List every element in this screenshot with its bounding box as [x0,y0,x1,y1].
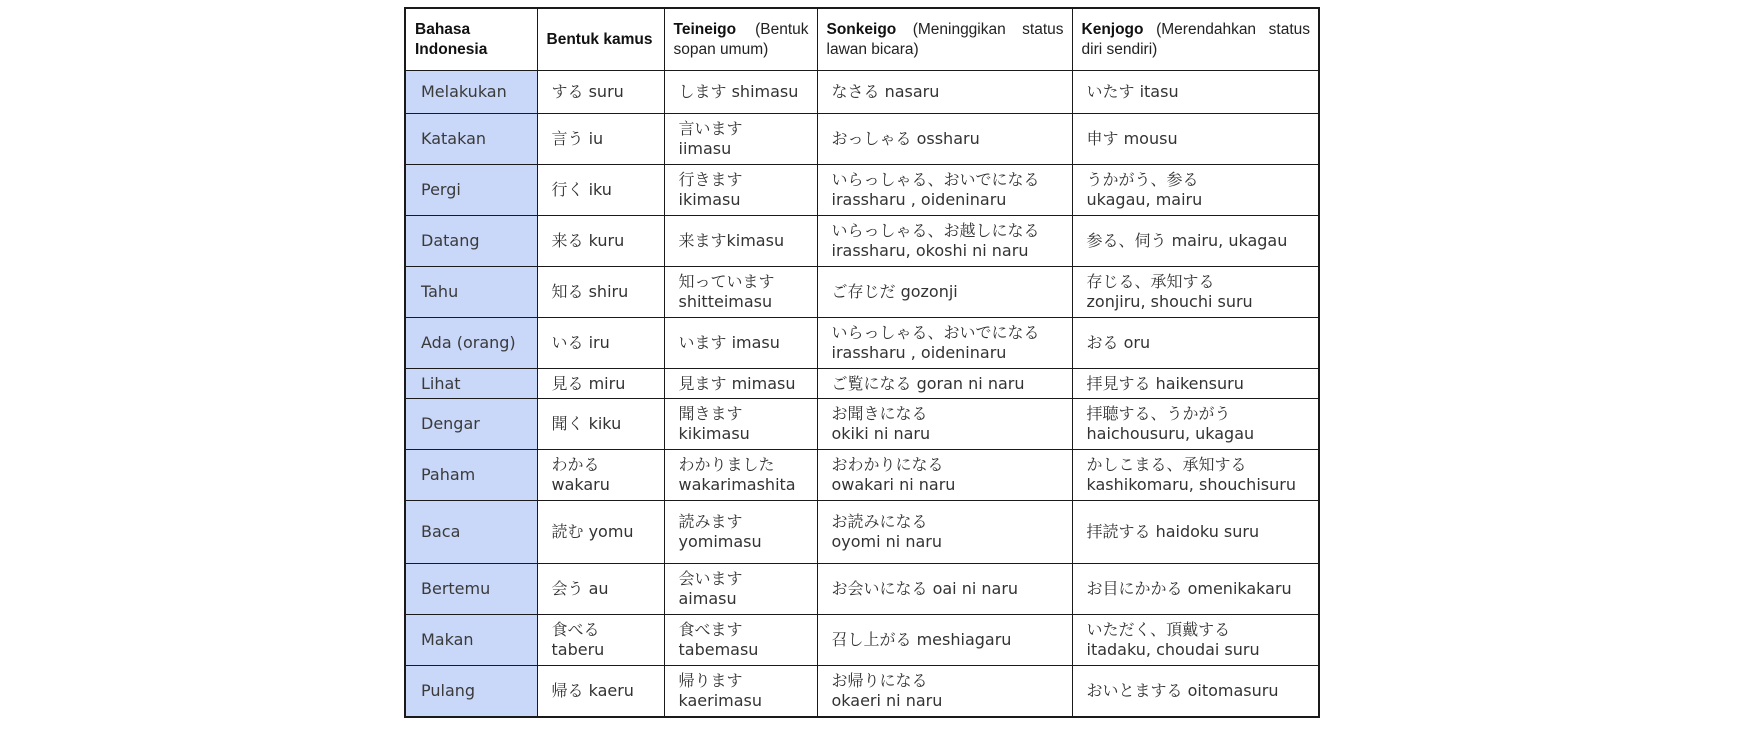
cell-bentuk-kamus: 食べる taberu [537,615,664,666]
cell-bahasa-indonesia: Dengar [405,399,537,450]
cell-sonkeigo: おっしゃる ossharu [817,114,1072,165]
table-row [405,267,1319,318]
cell-teineigo: わかりました wakarimashita [664,450,817,501]
cell-sonkeigo: いらっしゃる、おいでになる irassharu , oideninaru [817,165,1072,216]
cell-sonkeigo: お読みになる oyomi ni naru [817,501,1072,564]
cell-teineigo: 聞きます kikimasu [664,399,817,450]
cell-teineigo: 会います aimasu [664,564,817,615]
cell-bahasa-indonesia: Lihat [405,369,537,399]
keigo-table-container [404,7,1320,718]
cell-bahasa-indonesia: Makan [405,615,537,666]
cell-sonkeigo: いらっしゃる、おいでになる irassharu , oideninaru [817,318,1072,369]
cell-bahasa-indonesia: Baca [405,501,537,564]
cell-kenjogo: いたす itasu [1072,71,1319,114]
table-row [405,71,1319,114]
table-row [405,501,1319,564]
header-kenjogo: Kenjogo (Merendahkan status diri sendiri) [1072,8,1319,71]
table-row [405,399,1319,450]
table-row [405,615,1319,666]
cell-kenjogo: お目にかかる omenikakaru [1072,564,1319,615]
header-bentuk-kamus: Bentuk kamus [537,8,664,71]
cell-bentuk-kamus: 知る shiru [537,267,664,318]
cell-bentuk-kamus: 帰る kaeru [537,666,664,718]
table-body [405,71,1319,718]
cell-bahasa-indonesia: Pulang [405,666,537,718]
cell-bahasa-indonesia: Melakukan [405,71,537,114]
cell-kenjogo: 申す mousu [1072,114,1319,165]
cell-bahasa-indonesia: Pergi [405,165,537,216]
cell-bahasa-indonesia: Tahu [405,267,537,318]
table-row [405,450,1319,501]
cell-teineigo: 知っています shitteimasu [664,267,817,318]
table-row [405,318,1319,369]
cell-sonkeigo: お聞きになる okiki ni naru [817,399,1072,450]
cell-sonkeigo: お会いになる oai ni naru [817,564,1072,615]
table-row [405,564,1319,615]
cell-kenjogo: おいとまする oitomasuru [1072,666,1319,718]
cell-teineigo: 来ますkimasu [664,216,817,267]
cell-sonkeigo: ご存じだ gozonji [817,267,1072,318]
cell-teineigo: 食べます tabemasu [664,615,817,666]
header-teineigo: Teineigo (Bentuk sopan umum) [664,8,817,71]
cell-bahasa-indonesia: Paham [405,450,537,501]
keigo-table [404,7,1320,718]
cell-teineigo: います imasu [664,318,817,369]
cell-bentuk-kamus: する suru [537,71,664,114]
cell-bahasa-indonesia: Bertemu [405,564,537,615]
cell-bentuk-kamus: いる iru [537,318,664,369]
cell-bentuk-kamus: 会う au [537,564,664,615]
table-row [405,369,1319,399]
cell-sonkeigo: いらっしゃる、お越しになる irassharu, okoshi ni naru [817,216,1072,267]
cell-kenjogo: 参る、伺う mairu, ukagau [1072,216,1319,267]
table-row [405,216,1319,267]
cell-kenjogo: 拝聴する、うかがう haichousuru, ukagau [1072,399,1319,450]
cell-bentuk-kamus: 行く iku [537,165,664,216]
cell-sonkeigo: お帰りになる okaeri ni naru [817,666,1072,718]
cell-sonkeigo: 召し上がる meshiagaru [817,615,1072,666]
header-bahasa-indonesia: Bahasa Indonesia [405,8,537,71]
cell-kenjogo: 拝見する haikensuru [1072,369,1319,399]
cell-sonkeigo: おわかりになる owakari ni naru [817,450,1072,501]
cell-teineigo: 言います iimasu [664,114,817,165]
cell-teineigo: します shimasu [664,71,817,114]
cell-sonkeigo: ご覧になる goran ni naru [817,369,1072,399]
cell-kenjogo: おる oru [1072,318,1319,369]
table-row [405,114,1319,165]
cell-kenjogo: うかがう、参る ukagau, mairu [1072,165,1319,216]
cell-kenjogo: かしこまる、承知する kashikomaru, shouchisuru [1072,450,1319,501]
cell-teineigo: 読みます yomimasu [664,501,817,564]
cell-teineigo: 帰ります kaerimasu [664,666,817,718]
cell-teineigo: 行きます ikimasu [664,165,817,216]
cell-bentuk-kamus: 言う iu [537,114,664,165]
header-row [405,8,1319,71]
cell-bentuk-kamus: 見る miru [537,369,664,399]
cell-bentuk-kamus: 来る kuru [537,216,664,267]
cell-bentuk-kamus: 読む yomu [537,501,664,564]
cell-bahasa-indonesia: Katakan [405,114,537,165]
table-row [405,666,1319,718]
cell-kenjogo: 存じる、承知する zonjiru, shouchi suru [1072,267,1319,318]
cell-bahasa-indonesia: Datang [405,216,537,267]
header-sonkeigo: Sonkeigo (Meninggikan status lawan bicara) [817,8,1072,71]
cell-bahasa-indonesia: Ada (orang) [405,318,537,369]
cell-teineigo: 見ます mimasu [664,369,817,399]
cell-kenjogo: 拝読する haidoku suru [1072,501,1319,564]
cell-sonkeigo: なさる nasaru [817,71,1072,114]
cell-kenjogo: いただく、頂戴する itadaku, choudai suru [1072,615,1319,666]
table-row [405,165,1319,216]
cell-bentuk-kamus: 聞く kiku [537,399,664,450]
cell-bentuk-kamus: わかる wakaru [537,450,664,501]
